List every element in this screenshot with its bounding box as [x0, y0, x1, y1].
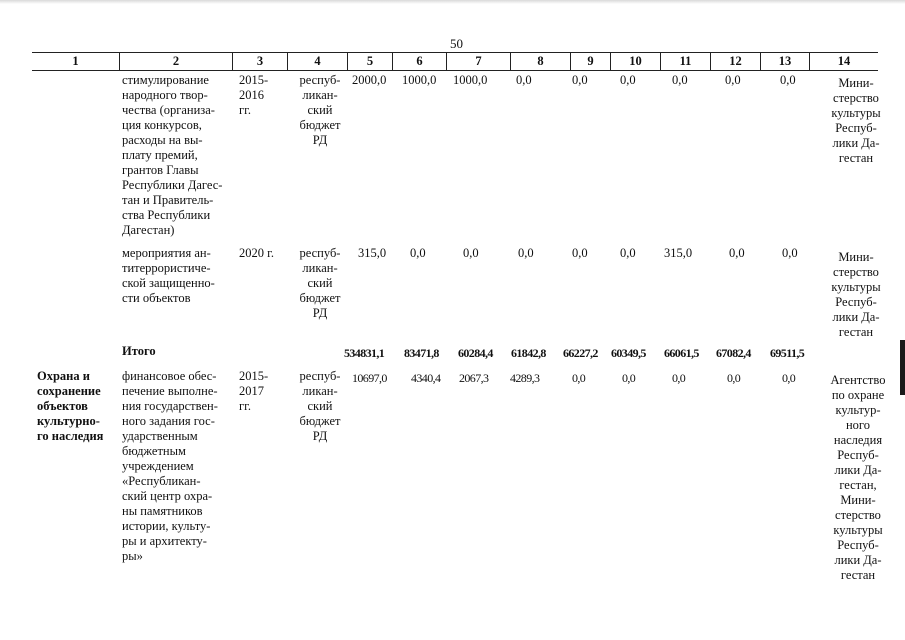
period-cell: 2015- 2017 гг. [239, 369, 269, 413]
value-cell-7: 0,0 [463, 246, 479, 260]
scan-edge-top [0, 0, 905, 4]
value-cell-13: 0,0 [782, 246, 798, 260]
header-col-6: 6 [392, 53, 446, 70]
value-cell-5: 315,0 [358, 246, 387, 260]
source-cell: респуб- ликан- ский бюджет РД [299, 73, 341, 147]
scan-edge-right [900, 340, 905, 395]
value-cell-13: 0,0 [782, 371, 796, 385]
value-cell-9: 0,0 [572, 246, 588, 260]
value-cell-9: 0,0 [572, 73, 588, 87]
source-cell: респуб- ликан- ский бюджет РД [299, 246, 341, 320]
value-cell-5: 2000,0 [352, 73, 387, 87]
total-value-5: 534831,1 [344, 346, 385, 360]
header-col-9: 9 [570, 53, 610, 70]
executor-cell: Агентство по охране культур- ного наследия Респуб- лики Да- гестан, Мини- стерство культуры Респуб- лики Да- гестан [830, 373, 886, 582]
value-cell-6: 0,0 [410, 246, 426, 260]
value-cell-6: 1000,0 [402, 73, 437, 87]
header-col-14: 14 [809, 53, 878, 70]
value-cell-13: 0,0 [780, 73, 796, 87]
executor-cell: Мини- стерство культуры Респуб- лики Да- гестан [831, 76, 881, 165]
total-value-11: 66061,5 [664, 346, 699, 360]
value-cell-9: 0,0 [572, 371, 586, 385]
value-cell-12: 0,0 [727, 371, 741, 385]
total-value-8: 61842,8 [511, 346, 546, 360]
header-col-4: 4 [287, 53, 347, 70]
header-col-5: 5 [347, 53, 392, 70]
total-value-13: 69511,5 [770, 346, 805, 360]
total-value-10: 60349,5 [611, 346, 646, 360]
value-cell-8: 0,0 [518, 246, 534, 260]
period-cell: 2015- 2016 гг. [239, 73, 269, 117]
total-label: Итого [122, 344, 156, 358]
value-cell-12: 0,0 [725, 73, 741, 87]
header-col-8: 8 [510, 53, 570, 70]
value-cell-6: 4340,4 [411, 371, 441, 385]
header-col-12: 12 [710, 53, 760, 70]
activity-cell: мероприятия ан- титеррористиче- ской защищенно- сти объектов [122, 246, 215, 305]
value-cell-11: 0,0 [672, 73, 688, 87]
header-col-13: 13 [760, 53, 809, 70]
period-cell: 2020 г. [239, 246, 274, 260]
total-value-6: 83471,8 [404, 346, 439, 360]
header-col-3: 3 [232, 53, 287, 70]
header-col-11: 11 [660, 53, 710, 70]
header-col-1: 1 [72, 54, 79, 68]
value-cell-10: 0,0 [622, 371, 636, 385]
page-number: 50 [450, 36, 463, 51]
value-cell-7: 1000,0 [453, 73, 488, 87]
value-cell-12: 0,0 [729, 246, 745, 260]
section-title: Охрана и сохранение объектов культурно- го наследия [37, 369, 104, 443]
executor-cell: Мини- стерство культуры Респуб- лики Да- гестан [831, 250, 881, 339]
source-cell: респуб- ликан- ский бюджет РД [299, 369, 341, 443]
value-cell-7: 2067,3 [459, 371, 489, 385]
value-cell-5: 10697,0 [352, 371, 387, 385]
value-cell-8: 4289,3 [510, 371, 540, 385]
total-value-12: 67082,4 [716, 346, 751, 360]
total-value-7: 60284,4 [458, 346, 493, 360]
header-col-7: 7 [446, 53, 510, 70]
activity-cell: финансовое обес- печение выполне- ния государствен- ного задания гос- ударственным бюджетным учреждением «Республикан- ский центр охра- ны памятников истории, культу- ры и архитекту- ры» [122, 369, 218, 563]
total-value-9: 66227,2 [563, 346, 598, 360]
value-cell-11: 0,0 [672, 371, 686, 385]
header-col-2: 2 [119, 53, 232, 70]
value-cell-10: 0,0 [620, 246, 636, 260]
value-cell-10: 0,0 [620, 73, 636, 87]
value-cell-11: 315,0 [664, 246, 693, 260]
table-header [32, 52, 878, 71]
activity-cell: стимулирование народного твор- чества (организа- ция конкурсов, расходы на вы- плату премий, грантов Главы Республики Дагес- тан и Правитель- ства Республики Дагестан) [122, 73, 223, 237]
value-cell-8: 0,0 [516, 73, 532, 87]
header-col-10: 10 [610, 53, 660, 70]
